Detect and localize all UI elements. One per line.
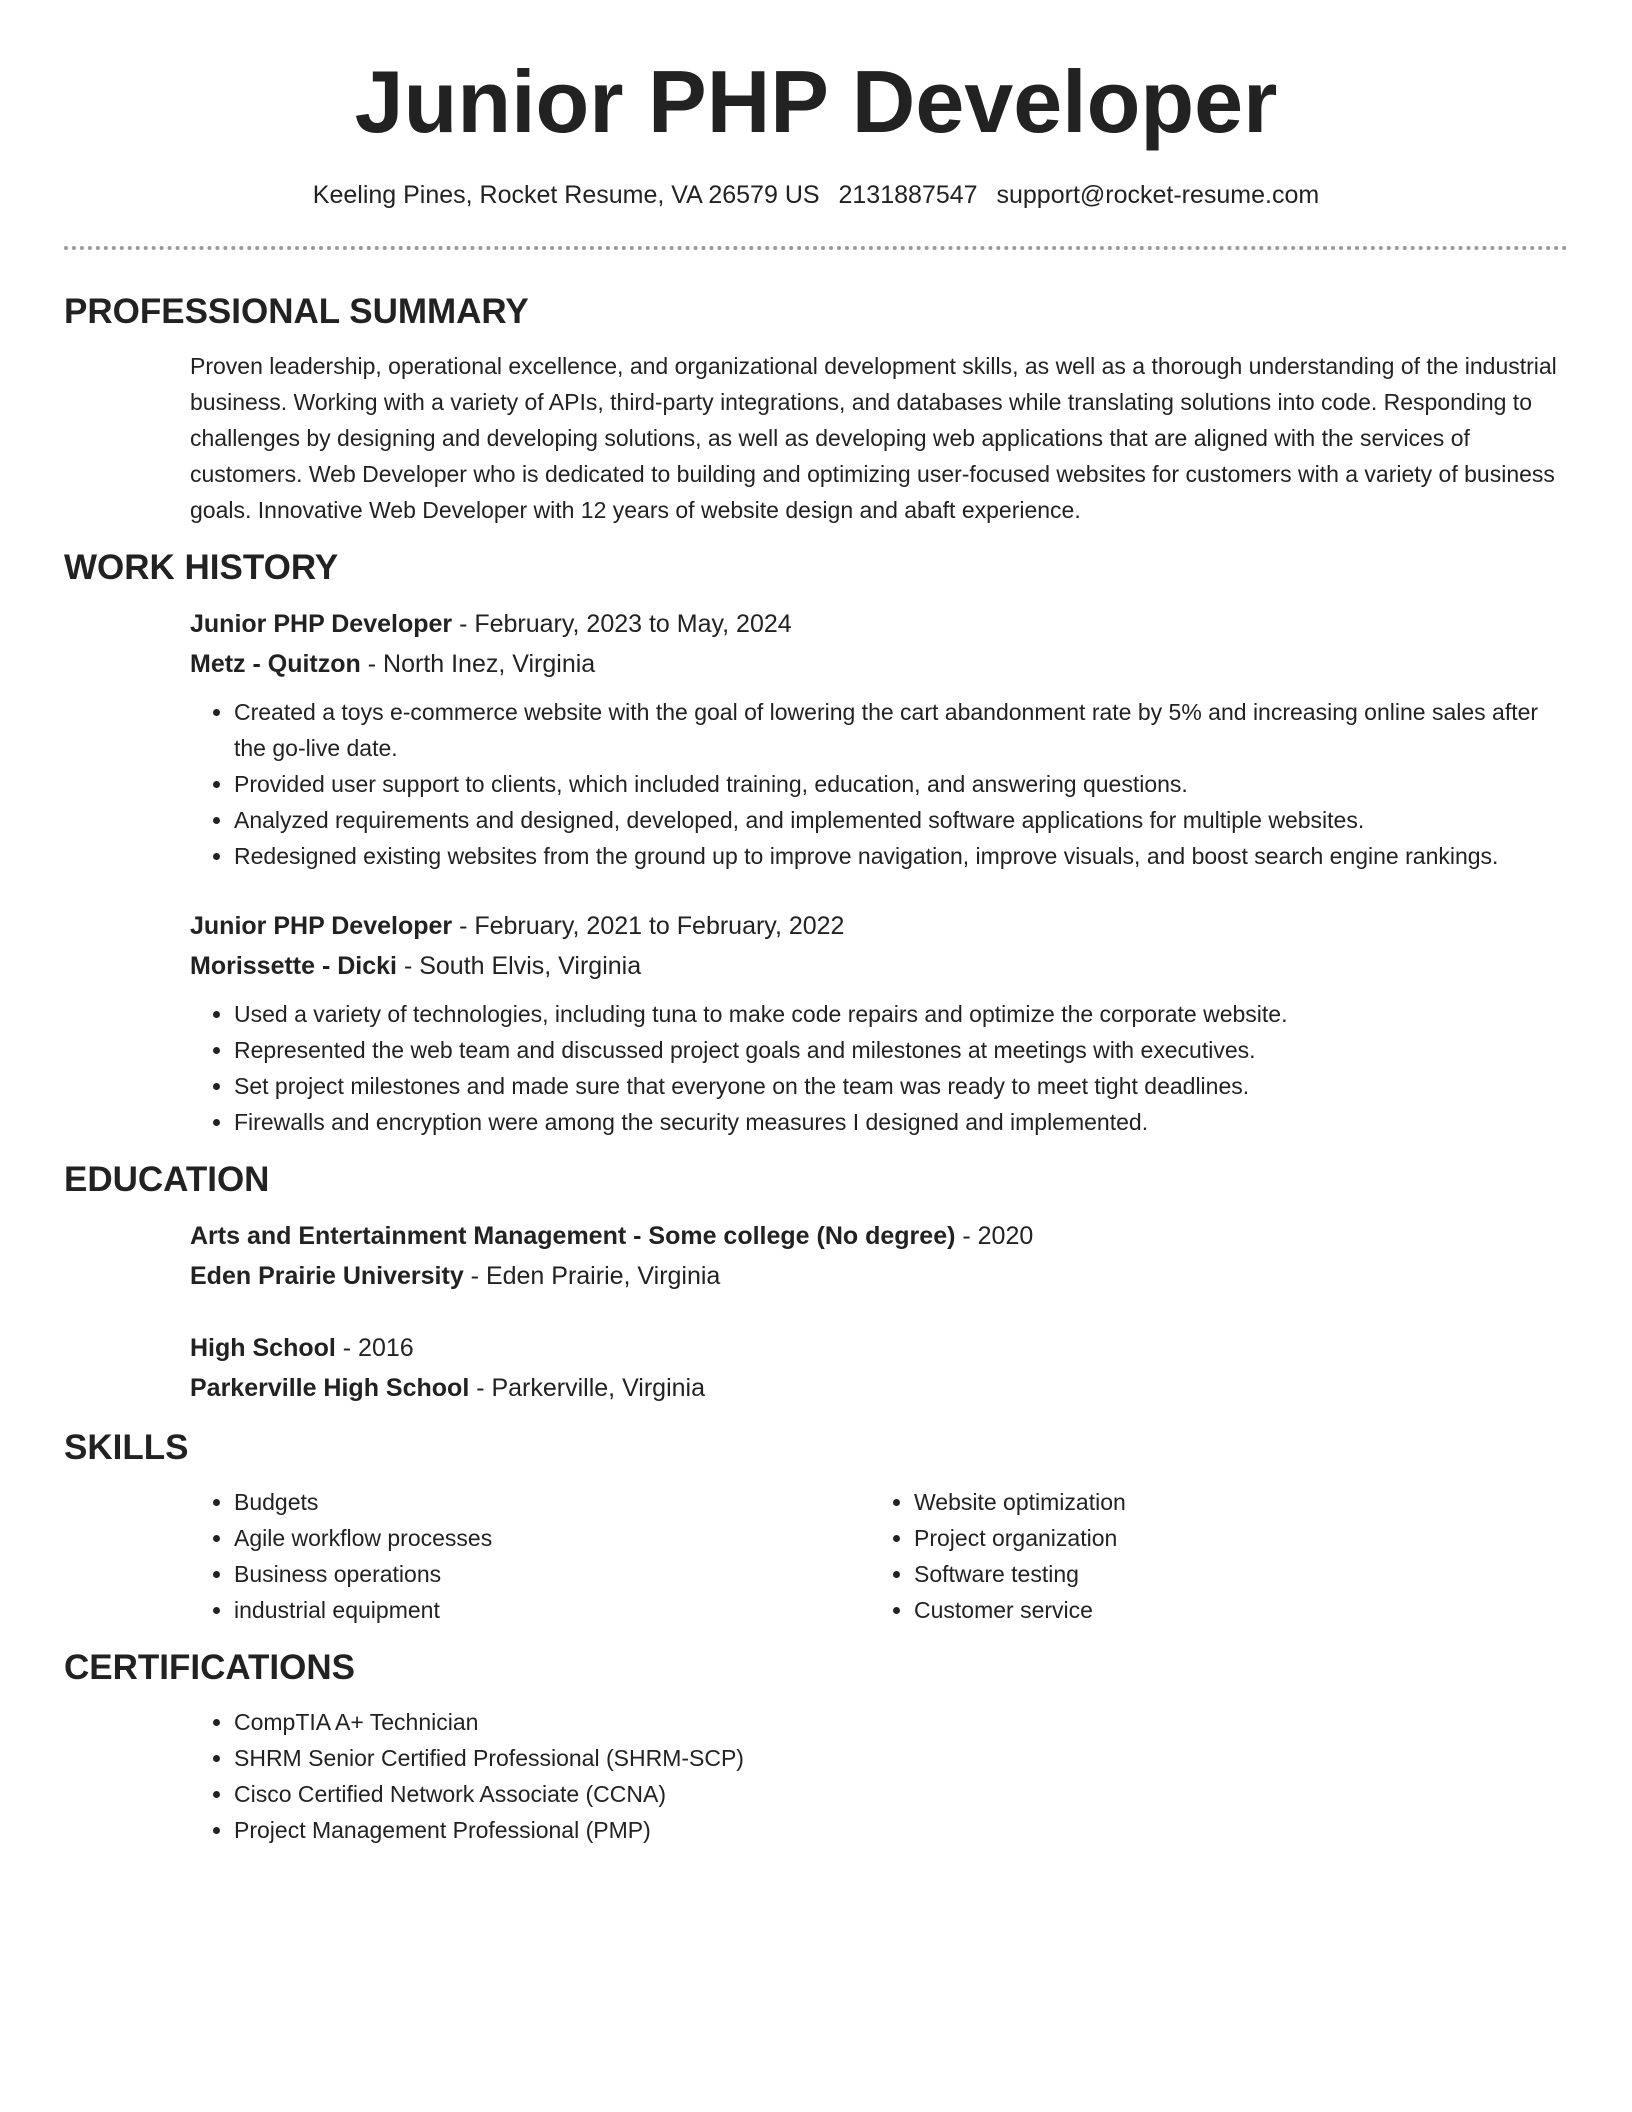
- skills-title: SKILLS: [64, 1428, 189, 1467]
- education-entry: [190, 1216, 1568, 1296]
- job-title-line: [190, 906, 1568, 946]
- summary-title: PROFESSIONAL SUMMARY: [64, 292, 529, 331]
- summary-body: [64, 348, 1568, 528]
- education-location: - Parkerville, Virginia: [469, 1374, 705, 1402]
- job-bullet: • Set project milestones and made sure that everyone on the team was ready to meet tight deadlines.: [234, 1068, 1568, 1104]
- work-history-section: [64, 546, 1568, 1140]
- job-company-line: [190, 946, 1568, 986]
- skill-item: • Software testing: [914, 1556, 1550, 1592]
- job-company: Morissette - Dicki: [190, 952, 398, 980]
- certifications-body: [64, 1704, 1568, 1848]
- job-bullets: [190, 996, 1568, 1140]
- job-dates: - February, 2023 to May, 2024: [452, 610, 792, 638]
- contact-email: support@rocket-resume.com: [996, 181, 1320, 209]
- job-bullet: • Provided user support to clients, which included training, education, and answering questions.: [234, 766, 1568, 802]
- certification-item: • SHRM Senior Certified Professional (SHRM-SCP): [234, 1740, 1568, 1776]
- skill-item: • Website optimization: [914, 1484, 1550, 1520]
- certifications-section: [64, 1646, 1568, 1848]
- education-location: - Eden Prairie, Virginia: [463, 1262, 721, 1290]
- job-title-line: [190, 604, 1568, 644]
- skill-item: • industrial equipment: [234, 1592, 870, 1628]
- education-body: [64, 1216, 1568, 1408]
- job-bullets: [190, 694, 1568, 874]
- certification-item: • CompTIA A+ Technician: [234, 1704, 1568, 1740]
- education-title: EDUCATION: [64, 1160, 270, 1199]
- job-role: Junior PHP Developer: [190, 912, 453, 940]
- summary-text: Proven leadership, operational excellence, and organizational development skills, as well as a thorough understanding of the industrial business. Working with a variety of APIs, third-party integrations, and databases while translating solutions into code. Responding to challenges by designing and developing solutions, as well as developing web applications that are aligned with the services of customers. Web Developer who is dedicated to building and optimizing user-focused websites for customers with a variety of business goals. Innovative Web Developer with 12 years of website design and abaft experience.: [190, 353, 1557, 523]
- skill-item: • Budgets: [234, 1484, 870, 1520]
- job-company-line: [190, 644, 1568, 684]
- education-degree: Arts and Entertainment Management - Some college (No degree): [190, 1222, 956, 1250]
- skill-item: • Agile workflow processes: [234, 1520, 870, 1556]
- job-entry: [190, 604, 1568, 874]
- job-bullet: • Represented the web team and discussed project goals and milestones at meetings with executives.: [234, 1032, 1568, 1068]
- contact-phone: 2131887547: [838, 181, 978, 209]
- resume-header: [64, 0, 1568, 250]
- skills-column-left: [190, 1484, 870, 1628]
- certification-item: • Project Management Professional (PMP): [234, 1812, 1568, 1848]
- certifications-title: CERTIFICATIONS: [64, 1648, 356, 1687]
- job-dates: - February, 2021 to February, 2022: [452, 912, 845, 940]
- education-school-line: [190, 1368, 1568, 1408]
- skill-item: • Business operations: [234, 1556, 870, 1592]
- job-bullet: • Created a toys e-commerce website with the goal of lowering the cart abandonment rate by 5% and increasing online sales after the go-live date.: [234, 694, 1568, 766]
- contact-address: Keeling Pines, Rocket Resume, VA 26579 US: [312, 181, 820, 209]
- education-section: [64, 1158, 1568, 1408]
- education-school: Eden Prairie University: [190, 1262, 464, 1290]
- skills-list-left: [190, 1484, 870, 1628]
- skills-section: [64, 1426, 1568, 1628]
- skill-item: • Customer service: [914, 1592, 1550, 1628]
- skills-column-right: [870, 1484, 1550, 1628]
- education-degree-line: [190, 1216, 1568, 1256]
- education-degree: High School: [190, 1334, 336, 1362]
- education-year: - 2016: [335, 1334, 414, 1362]
- certification-item: • Cisco Certified Network Associate (CCNA): [234, 1776, 1568, 1812]
- job-location: - South Elvis, Virginia: [397, 952, 642, 980]
- job-bullet: • Analyzed requirements and designed, developed, and implemented software applications for multiple websites.: [234, 802, 1568, 838]
- header-divider: [64, 246, 1568, 250]
- education-school: Parkerville High School: [190, 1374, 470, 1402]
- skills-list-right: [870, 1484, 1550, 1628]
- job-bullet: • Used a variety of technologies, including tuna to make code repairs and optimize the corporate website.: [234, 996, 1568, 1032]
- job-role: Junior PHP Developer: [190, 610, 453, 638]
- summary-section: [64, 290, 1568, 528]
- job-bullet: • Firewalls and encryption were among the security measures I designed and implemented.: [234, 1104, 1568, 1140]
- job-bullet: • Redesigned existing websites from the ground up to improve navigation, improve visuals, and boost search engine rankings.: [234, 838, 1568, 874]
- job-entry: [190, 906, 1568, 1140]
- education-entry: [190, 1328, 1568, 1408]
- job-location: - North Inez, Virginia: [360, 650, 596, 678]
- education-school-line: [190, 1256, 1568, 1296]
- work-history-title: WORK HISTORY: [64, 548, 339, 587]
- candidate-name: Junior PHP Developer: [354, 52, 1278, 151]
- skill-item: • Project organization: [914, 1520, 1550, 1556]
- skills-grid: [64, 1484, 1568, 1628]
- contact-line: [64, 178, 1568, 212]
- certifications-list: [190, 1704, 1568, 1848]
- job-company: Metz - Quitzon: [190, 650, 361, 678]
- education-year: - 2020: [955, 1222, 1034, 1250]
- education-degree-line: [190, 1328, 1568, 1368]
- work-history-body: [64, 604, 1568, 1140]
